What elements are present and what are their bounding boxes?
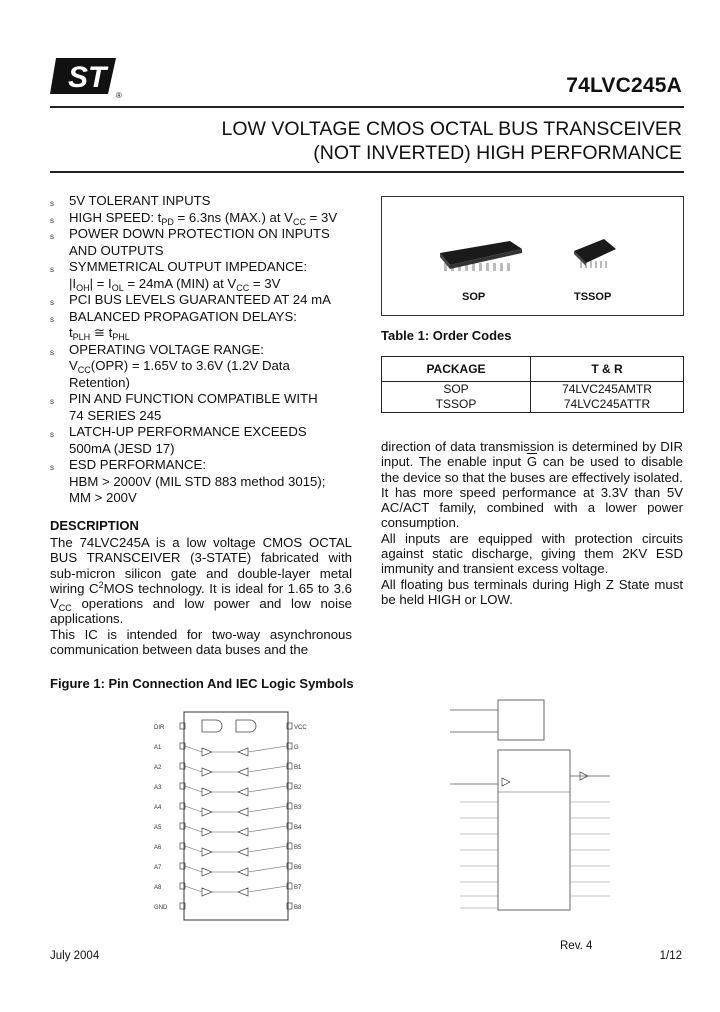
subtitle-line-2: (NOT INVERTED) HIGH PERFORMANCE [313, 142, 682, 164]
table-header-row [382, 357, 684, 382]
logo-text: ST [68, 61, 107, 94]
feature-item: s PIN AND FUNCTION COMPATIBLE WITH 74 SERIES 245 [50, 391, 370, 424]
sop-chip-icon [434, 235, 524, 275]
pin-label-right: B6 [294, 865, 302, 871]
buffer-b-to-a-icon [238, 788, 248, 796]
buffer-a-to-b-icon [202, 868, 212, 876]
buffer-a-to-b-icon [202, 828, 212, 836]
revision: Rev. 4 [560, 940, 593, 952]
connection-line [248, 806, 287, 812]
connection-line [248, 786, 287, 792]
pin-label-left: A2 [154, 765, 162, 771]
subtitle [42, 117, 682, 165]
feature-item: s ESD PERFORMANCE: HBM > 2000V (MIL STD 883 method 3015); MM > 200V [50, 457, 370, 507]
figure-caption: Figure 1: Pin Connection And IEC Logic Symbols [50, 676, 354, 691]
buffer-a-to-b-icon [202, 788, 212, 796]
table-cell-package: SOP [382, 382, 531, 398]
column-header-package: PACKAGE [382, 357, 531, 382]
st-logo [50, 54, 126, 100]
connection-line [185, 826, 202, 832]
pin-label-right: B7 [294, 885, 302, 891]
buffer-b-to-a-icon [238, 768, 248, 776]
tssop-label: TSSOP [574, 291, 612, 303]
connection-line [185, 746, 202, 752]
pin-label-left: GND [154, 905, 168, 911]
tssop-chip-icon [570, 235, 620, 271]
pin-label-right: G [294, 745, 299, 751]
pin-label-right: B1 [294, 765, 302, 771]
buffer-b-to-a-icon [238, 808, 248, 816]
order-codes-table [381, 356, 684, 413]
connection-line [185, 786, 202, 792]
table-row [382, 382, 684, 398]
pin-label-left: A8 [154, 885, 162, 891]
table-cell-tr: 74LVC245AMTR [531, 382, 684, 398]
pin-label-right: B8 [294, 905, 302, 911]
connection-line [185, 886, 202, 892]
connection-line [248, 766, 287, 772]
connection-line [248, 866, 287, 872]
sop-label: SOP [462, 291, 486, 303]
description-left-column [50, 535, 352, 657]
part-number: 74LVC245A [566, 74, 682, 97]
connection-line [185, 866, 202, 872]
buffer-b-to-a-icon [238, 828, 248, 836]
description-paragraph: This IC is intended for two-way asynchronous communication between data buses and the [50, 626, 352, 658]
package-images-box [381, 196, 684, 316]
buffer-b-to-a-icon [238, 748, 248, 756]
description-heading: DESCRIPTION [50, 518, 139, 533]
feature-item: s SYMMETRICAL OUTPUT IMPEDANCE: $|I_{OH}| = I_{OL} = 24mA$ (MIN) at $V_{CC} = 3V$ [50, 259, 370, 292]
connection-line [185, 806, 202, 812]
column-header-tr: T & R [531, 357, 684, 382]
connection-line [248, 886, 287, 892]
pin-label-left: DIR [154, 725, 165, 731]
feature-list [50, 193, 370, 507]
description-paragraph: All floating bus terminals during High Z State must be held HIGH or LOW. [381, 576, 683, 607]
and-gate-icon [202, 720, 222, 732]
buffer-b-to-a-icon [238, 848, 248, 856]
pin-label-left: A6 [154, 845, 162, 851]
pin-label-left: A5 [154, 825, 162, 831]
description-right-column [381, 439, 683, 607]
pin-label-left: A4 [154, 805, 162, 811]
pin-label-right: B3 [294, 805, 302, 811]
header-rule [50, 106, 684, 108]
description-paragraph: All inputs are equipped with protection circuits against static discharge, giving them 2KV ESD immunity and transient excess voltage. [381, 530, 683, 577]
buffer-b-to-a-icon [238, 888, 248, 896]
table-row [382, 397, 684, 413]
buffer-a-to-b-icon [202, 888, 212, 896]
connection-line [185, 846, 202, 852]
table-cell-tr: 74LVC245ATTR [531, 397, 684, 413]
feature-item: s OPERATING VOLTAGE RANGE: $V_{CC}(OPR) = 1.65V$ to 3.6V (1.2V Data Retention) [50, 342, 370, 392]
footer-date: July 2004 [50, 950, 100, 962]
page-number: 1/12 [659, 950, 682, 962]
feature-item: s HIGH SPEED: $t_{PD} = 6.3ns$ (MAX.) at $V_{CC} = 3V$ [50, 210, 370, 227]
pin-label-right: B2 [294, 785, 302, 791]
pin-label-right: B5 [294, 845, 302, 851]
pin-label-right: VCC [294, 725, 307, 731]
buffer-a-to-b-icon [202, 808, 212, 816]
subtitle-line-1: LOW VOLTAGE CMOS OCTAL BUS TRANSCEIVER [221, 118, 682, 140]
iec-logic-symbol [440, 696, 620, 918]
pin-label-right: B4 [294, 825, 302, 831]
and-gate-icon [236, 720, 256, 732]
buffer-a-to-b-icon [202, 748, 212, 756]
pin-label-left: A7 [154, 865, 162, 871]
feature-item: s BALANCED PROPAGATION DELAYS: $t_{PLH}$ ≅ $t_{PHL}$ [50, 309, 370, 342]
buffer-b-to-a-icon [238, 868, 248, 876]
connection-line [248, 846, 287, 852]
registered-mark: ® [116, 91, 122, 100]
feature-item: s PCI BUS LEVELS GUARANTEED AT 24 mA [50, 292, 370, 309]
order-table-caption: Table 1: Order Codes [381, 328, 512, 343]
buffer-a-to-b-icon [202, 848, 212, 856]
feature-item: s LATCH-UP PERFORMANCE EXCEEDS 500mA (JESD 17) [50, 424, 370, 457]
subtitle-rule [50, 171, 684, 173]
pin-connection-diagram [150, 706, 320, 932]
description-paragraph: It has more speed performance at 3.3V than 5V AC/ACT family, combined with a lower power consumption. [381, 484, 683, 531]
pin-label-left: A1 [154, 745, 162, 751]
connection-line [248, 826, 287, 832]
description-paragraph: direction of data transmission is determined by DIR input. The enable input $\overline{G}$ can be used to disable the device so that the buses are effectively isolated. [381, 439, 683, 485]
table-cell-package: TSSOP [382, 397, 531, 413]
buffer-a-to-b-icon [202, 768, 212, 776]
pin-label-left: A3 [154, 785, 162, 791]
description-paragraph: The 74LVC245A is a low voltage CMOS OCTAL BUS TRANSCEIVER (3-STATE) fabricated with sub-micron silicon gate and double-layer metal wiring $C^2MOS$ technology. It is ideal for 1.65 to 3.6 $V_{CC}$ operations and low power and low noise applications. [50, 535, 352, 627]
connection-line [248, 746, 287, 752]
connection-line [185, 766, 202, 772]
feature-item: s 5V TOLERANT INPUTS [50, 193, 370, 210]
feature-item: s POWER DOWN PROTECTION ON INPUTS AND OUTPUTS [50, 226, 370, 259]
